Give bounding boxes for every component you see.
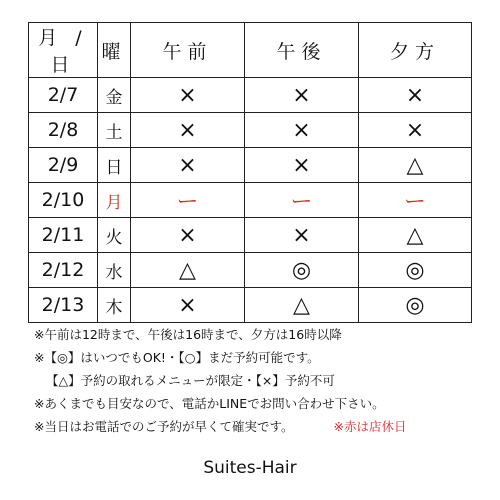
note-line-1: ※午前は12時まで、午後は16時まで、夕方は16時以降 [34, 327, 342, 342]
slot-pm: ◎ [245, 253, 359, 288]
row-date: 2/7 [29, 78, 98, 113]
row-day: 水 [98, 253, 131, 288]
schedule-row [29, 78, 472, 113]
slot-pm: × [245, 218, 359, 253]
header-morning: 午前 [131, 23, 245, 78]
slot-ev: ◎ [359, 288, 472, 323]
header-date: 月 / 日 [29, 23, 98, 78]
schedule-row [29, 288, 472, 323]
note-line-2: ※【◎】はいつでもOK!・【○】まだ予約可能です。 [34, 350, 320, 365]
row-day: 金 [98, 78, 131, 113]
slot-ev: ◎ [359, 253, 472, 288]
row-day: 火 [98, 218, 131, 253]
slot-ev: ー [359, 183, 472, 218]
slot-am: △ [131, 253, 245, 288]
row-date: 2/12 [29, 253, 98, 288]
row-date: 2/8 [29, 113, 98, 148]
note-line-5-text: ※当日はお電話でのご予約が早くて確実です。 [34, 419, 294, 434]
header-afternoon: 午後 [245, 23, 359, 78]
header-day: 曜 [98, 23, 131, 78]
slot-pm: × [245, 113, 359, 148]
row-date: 2/10 [29, 183, 98, 218]
slot-am: × [131, 218, 245, 253]
schedule-row [29, 183, 472, 218]
slot-am: × [131, 78, 245, 113]
schedule-table [28, 22, 472, 323]
slot-am: ー [131, 183, 245, 218]
slot-am: × [131, 288, 245, 323]
slot-pm: × [245, 78, 359, 113]
header-row [29, 23, 472, 78]
row-date: 2/13 [29, 288, 98, 323]
holiday-note: ※赤は店休日 [333, 419, 407, 434]
slot-pm: △ [245, 288, 359, 323]
schedule-row [29, 253, 472, 288]
slot-am: × [131, 113, 245, 148]
row-day: 木 [98, 288, 131, 323]
row-day: 日 [98, 148, 131, 183]
slot-ev: × [359, 113, 472, 148]
schedule-row [29, 113, 472, 148]
note-line-5 [34, 415, 406, 438]
row-day: 土 [98, 113, 131, 148]
slot-ev: × [359, 78, 472, 113]
row-day: 月 [98, 183, 131, 218]
slot-ev: △ [359, 148, 472, 183]
slot-ev: △ [359, 218, 472, 253]
note-line-4: ※あくまでも目安なので、電話かLINEでお問い合わせ下さい。 [34, 396, 385, 411]
brand-name: Suites-Hair [203, 458, 297, 478]
slot-pm: ー [245, 183, 359, 218]
row-date: 2/11 [29, 218, 98, 253]
slot-am: × [131, 148, 245, 183]
note-line-3: 【△】予約の取れるメニューが限定・【×】予約不可 [46, 373, 335, 388]
schedule-row [29, 148, 472, 183]
slot-pm: × [245, 148, 359, 183]
schedule-row [29, 218, 472, 253]
notes [34, 323, 406, 438]
row-date: 2/9 [29, 148, 98, 183]
header-evening: 夕方 [359, 23, 472, 78]
